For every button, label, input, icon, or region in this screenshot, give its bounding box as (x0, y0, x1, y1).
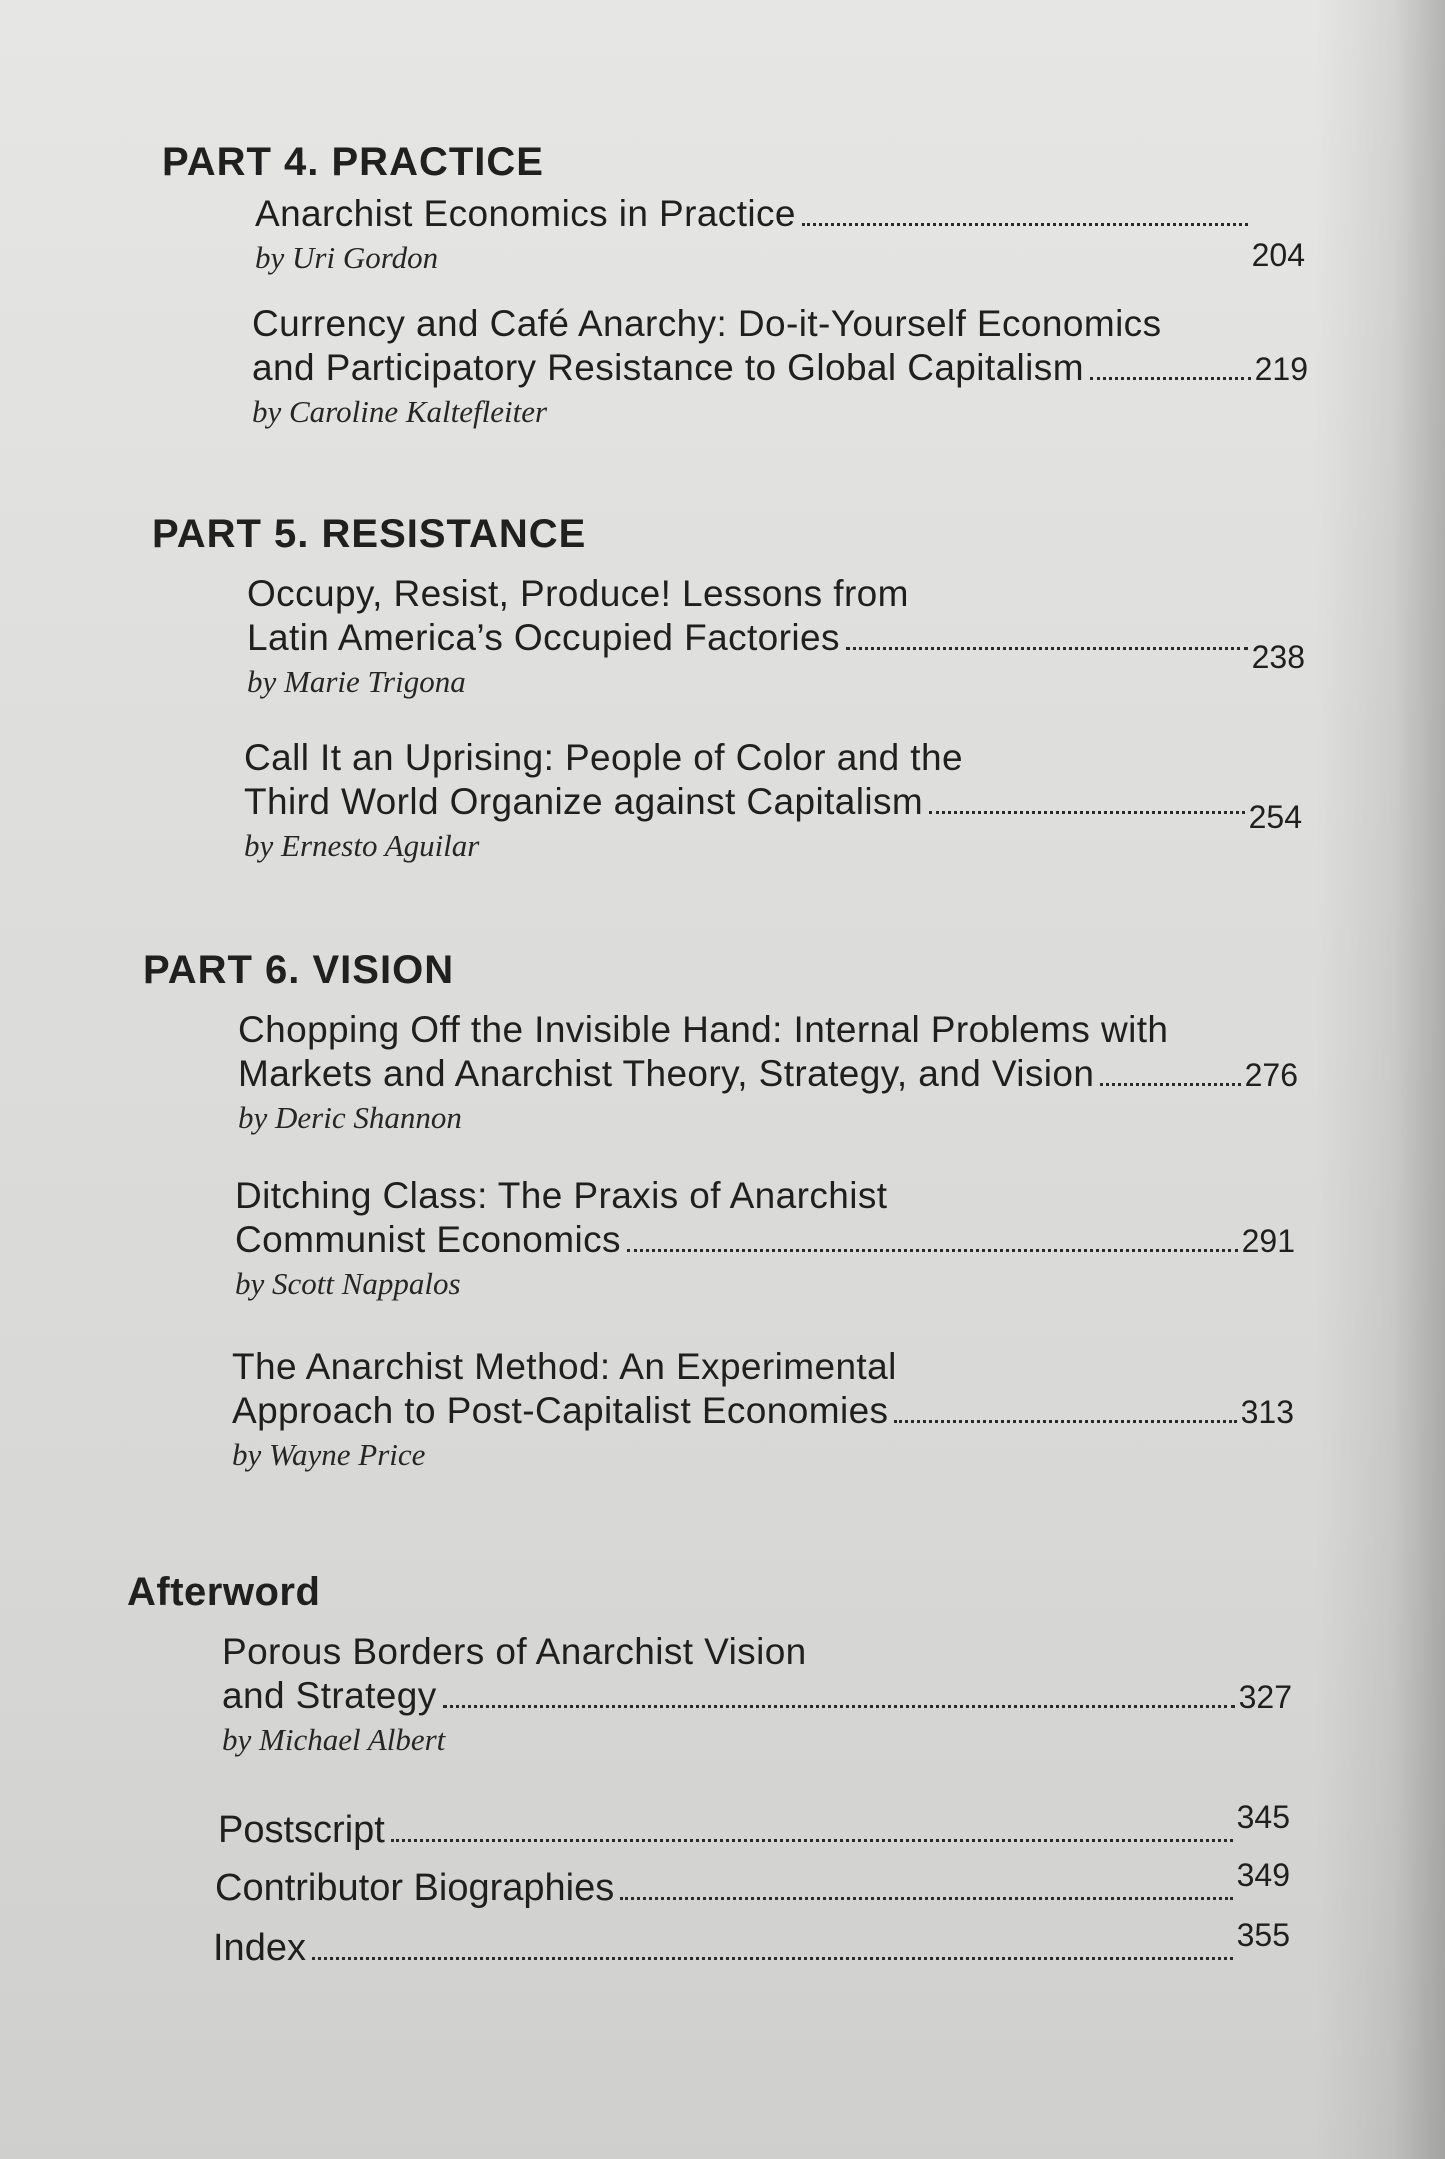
page-number: 327 (1238, 1679, 1292, 1715)
entry-author: by Scott Nappalos (235, 1266, 461, 1301)
entry-title: and Participatory Resistance to Global Capitalism (252, 347, 1084, 388)
entry-title: Third World Organize against Capitalism (244, 781, 924, 822)
entry-author: by Michael Albert (222, 1722, 446, 1757)
page-number: 355 (1236, 1917, 1290, 1953)
entry-author: by Caroline Kaltefleiter (252, 394, 548, 429)
page-number: 345 (1236, 1799, 1290, 1835)
entry-title: Contributor Biographies (215, 1867, 615, 1909)
part-heading: PART 4. PRACTICE (162, 140, 544, 184)
entry-title: Currency and Café Anarchy: Do-it-Yourself Economics (252, 303, 1162, 344)
entry-title: Index (213, 1927, 306, 1969)
page-number: 291 (1241, 1223, 1295, 1259)
page-number: 254 (1248, 799, 1302, 835)
toc-entry[interactable] (255, 192, 1305, 277)
entry-title: Postscript (218, 1809, 385, 1851)
entry-title: Communist Economics (235, 1219, 621, 1260)
toc-entry[interactable] (235, 1174, 1295, 1303)
toc-entry[interactable] (232, 1345, 1294, 1474)
entry-author: by Deric Shannon (238, 1100, 462, 1135)
entry-author: by Ernesto Aguilar (244, 828, 480, 863)
entry-title: Chopping Off the Invisible Hand: Internal Problems with (238, 1009, 1169, 1050)
entry-title: Call It an Uprising: People of Color and the (244, 737, 963, 778)
page-number: 204 (1251, 237, 1305, 273)
entry-title: Approach to Post-Capitalist Economies (232, 1390, 889, 1431)
entry-title: The Anarchist Method: An Experimental (232, 1346, 897, 1387)
dot-leader (894, 1420, 1236, 1423)
toc-entry[interactable] (238, 1008, 1298, 1137)
entry-title: Anarchist Economics in Practice (255, 193, 796, 234)
dot-leader (929, 811, 1244, 814)
dot-leader (1100, 1083, 1240, 1086)
toc-entry-postscript[interactable] (218, 1799, 1290, 1853)
toc-entry[interactable] (247, 572, 1305, 701)
entry-title: Latin America’s Occupied Factories (247, 617, 840, 658)
part-heading: PART 6. VISION (143, 948, 455, 992)
dot-leader (627, 1249, 1238, 1252)
page-number: 219 (1254, 351, 1308, 387)
entry-title: Ditching Class: The Praxis of Anarchist (235, 1175, 888, 1216)
entry-author: by Marie Trigona (247, 664, 466, 699)
page-number: 313 (1240, 1394, 1294, 1430)
entry-title: and Strategy (222, 1675, 437, 1716)
toc-entry[interactable] (252, 302, 1308, 431)
entry-author: by Wayne Price (232, 1437, 426, 1472)
part-heading: Afterword (127, 1570, 321, 1614)
entry-title: Markets and Anarchist Theory, Strategy, and Vision (238, 1053, 1095, 1094)
dot-leader (846, 647, 1248, 650)
dot-leader (391, 1839, 1233, 1842)
toc-entry[interactable] (244, 736, 1302, 865)
page-number: 238 (1251, 639, 1305, 675)
dot-leader (312, 1957, 1233, 1960)
entry-title: Occupy, Resist, Produce! Lessons from (247, 573, 909, 614)
dot-leader (802, 223, 1248, 226)
page-number: 349 (1236, 1857, 1290, 1893)
page-number: 276 (1244, 1057, 1298, 1093)
toc-entry-index[interactable] (213, 1917, 1290, 1971)
toc-entry-contributor-biographies[interactable] (215, 1857, 1290, 1911)
toc-entry[interactable] (222, 1630, 1292, 1759)
entry-author: by Uri Gordon (255, 240, 439, 275)
dot-leader (443, 1705, 1235, 1708)
dot-leader (620, 1897, 1232, 1900)
entry-title: Porous Borders of Anarchist Vision (222, 1631, 807, 1672)
part-heading: PART 5. RESISTANCE (152, 512, 587, 556)
dot-leader (1090, 377, 1251, 380)
